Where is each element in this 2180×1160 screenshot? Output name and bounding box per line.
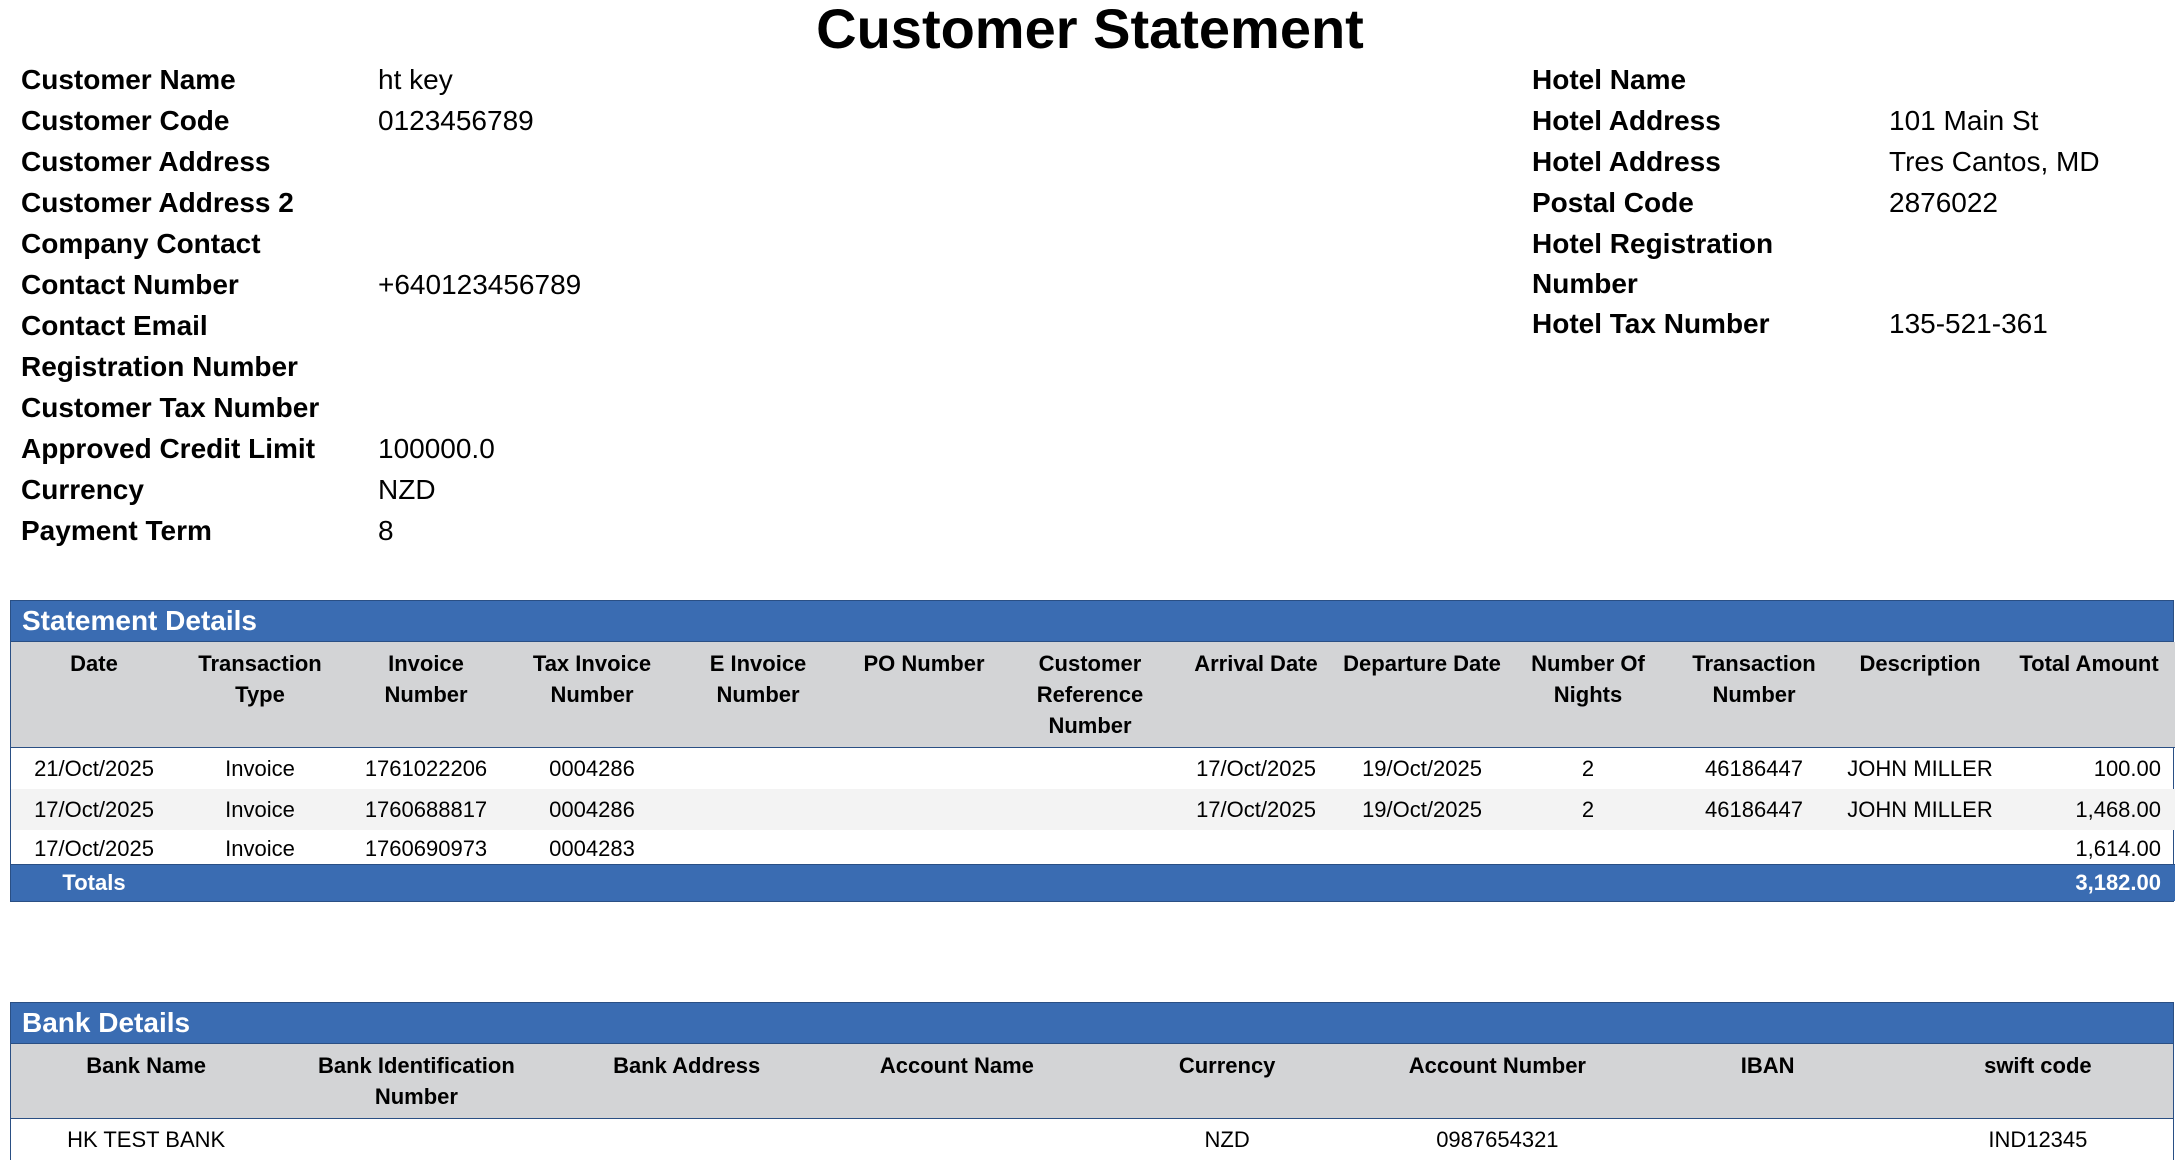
- info-value: +640123456789: [378, 269, 582, 300]
- table-cell: 17/Oct/2025: [1173, 789, 1339, 830]
- column-header: Account Number: [1362, 1044, 1632, 1119]
- table-cell: [281, 1119, 551, 1160]
- table-cell: 1,614.00: [2075, 836, 2161, 861]
- hotel-registration-number-row: [1532, 224, 2100, 304]
- column-header: Transaction Type: [177, 642, 343, 748]
- registration-number-row: [21, 347, 581, 388]
- table-cell: 46186447: [1671, 789, 1837, 830]
- totals-label: Totals: [11, 865, 177, 902]
- table-cell: 1761022206: [364, 756, 488, 781]
- table-cell: 17/Oct/2025: [11, 789, 177, 830]
- table-cell: [1505, 830, 1671, 865]
- info-label: Contact Number: [21, 269, 239, 300]
- totals-amount: 3,182.00: [2003, 865, 2175, 902]
- column-header: Arrival Date: [1173, 642, 1339, 748]
- info-label: Customer Tax Number: [21, 392, 320, 423]
- table-cell: IND12345: [1988, 1127, 2088, 1152]
- info-label: Hotel Name: [1532, 64, 1687, 95]
- customer-info: [21, 60, 581, 552]
- table-cell: HK TEST BANK: [67, 1127, 226, 1152]
- table-cell: 1760690973: [364, 836, 488, 861]
- info-label: Hotel Address: [1532, 105, 1721, 136]
- info-label: Registration Number: [21, 351, 298, 382]
- page-title: Customer Statement: [816, 0, 1364, 60]
- info-label: Customer Address: [21, 146, 271, 177]
- table-cell: 17/Oct/2025: [1196, 756, 1316, 781]
- table-cell: [552, 1119, 822, 1160]
- statement-table: [11, 642, 2175, 901]
- table-cell: [1837, 830, 2003, 865]
- table-cell: [1007, 789, 1173, 830]
- hotel-tax-number-row: [1532, 304, 2100, 345]
- customer-address-row: [21, 142, 581, 183]
- table-cell: Invoice: [177, 789, 343, 830]
- company-contact-row: [21, 224, 581, 265]
- info-label: Postal Code: [1532, 187, 1694, 218]
- payment-term-row: [21, 511, 581, 552]
- contact-email-row: [21, 306, 581, 347]
- info-label: Hotel Address: [1532, 146, 1721, 177]
- table-cell: 17/Oct/2025: [34, 836, 154, 861]
- hotel-info: [1532, 60, 2100, 345]
- table-cell: Invoice: [225, 756, 295, 781]
- info-value: 2876022: [1889, 187, 1999, 218]
- table-cell: 0987654321: [1436, 1127, 1559, 1152]
- table-row: [11, 748, 2175, 790]
- info-label: Customer Address 2: [21, 187, 294, 218]
- table-row: [11, 830, 2175, 865]
- totals-row: [11, 865, 2175, 902]
- info-value: 8: [378, 515, 394, 546]
- table-cell: 1,468.00: [2003, 789, 2175, 830]
- table-cell: [675, 748, 841, 790]
- column-header: Bank Identification Number: [281, 1044, 551, 1119]
- section-header: Bank Details: [11, 1003, 2173, 1044]
- table-cell: 0004283: [549, 836, 635, 861]
- column-header: swift code: [1903, 1044, 2173, 1119]
- customer-address-2-row: [21, 183, 581, 224]
- table-cell: 46186447: [1705, 756, 1803, 781]
- info-value: 100000.0: [378, 433, 495, 464]
- info-label: Approved Credit Limit: [21, 433, 316, 464]
- table-cell: [1007, 748, 1173, 790]
- info-value: ht key: [378, 64, 453, 95]
- table-cell: [1339, 830, 1505, 865]
- table-cell: 1760688817: [343, 789, 509, 830]
- customer-name-row: [21, 60, 581, 101]
- table-cell: 2: [1505, 789, 1671, 830]
- info-value: NZD: [378, 474, 436, 505]
- table-cell: 0004286: [549, 756, 635, 781]
- column-header: Number Of Nights: [1505, 642, 1671, 748]
- table-cell: 19/Oct/2025: [1362, 756, 1482, 781]
- column-header: E Invoice Number: [675, 642, 841, 748]
- column-header: Customer Reference Number: [1007, 642, 1173, 748]
- info-label: Hotel Registration Number: [1532, 228, 1774, 299]
- table-cell: Invoice: [225, 836, 295, 861]
- table-cell: 21/Oct/2025: [34, 756, 154, 781]
- column-header: PO Number: [841, 642, 1007, 748]
- hotel-name-row: [1532, 60, 2100, 101]
- hotel-address-row: [1532, 142, 2100, 183]
- postal-code-row: [1532, 183, 2100, 224]
- table-cell: JOHN MILLER: [1847, 756, 1993, 781]
- table-header-row: [11, 642, 2175, 748]
- section-header: Statement Details: [11, 601, 2173, 642]
- currency-row: [21, 470, 581, 511]
- info-label: Company Contact: [21, 228, 261, 259]
- table-cell: 0004286: [509, 789, 675, 830]
- info-label: Currency: [21, 474, 144, 505]
- info-label: Payment Term: [21, 515, 212, 546]
- column-header: Departure Date: [1339, 642, 1505, 748]
- hotel-address-row: [1532, 101, 2100, 142]
- table-cell: [675, 830, 841, 865]
- info-label: Hotel Tax Number: [1532, 308, 1770, 339]
- column-header: Date: [11, 642, 177, 748]
- table-header-row: [11, 1044, 2173, 1119]
- table-row: [11, 1119, 2173, 1160]
- column-header: Currency: [1092, 1044, 1362, 1119]
- customer-tax-number-row: [21, 388, 581, 429]
- info-value: 135-521-361: [1889, 308, 2048, 339]
- contact-number-row: [21, 265, 581, 306]
- column-header: Total Amount: [2003, 642, 2175, 748]
- table-cell: [1671, 830, 1837, 865]
- column-header: IBAN: [1633, 1044, 1903, 1119]
- bank-details-section: [10, 1002, 2174, 1160]
- info-value: 101 Main St: [1889, 105, 2039, 136]
- customer-code-row: [21, 101, 581, 142]
- column-header: Bank Address: [552, 1044, 822, 1119]
- statement-details-section: [10, 600, 2174, 902]
- table-row: [11, 789, 2175, 830]
- column-header: Tax Invoice Number: [509, 642, 675, 748]
- column-header: Invoice Number: [343, 642, 509, 748]
- table-cell: [841, 748, 1007, 790]
- info-label: Customer Code: [21, 105, 230, 136]
- column-header: Account Name: [822, 1044, 1092, 1119]
- info-label: Contact Email: [21, 310, 208, 341]
- info-value: 0123456789: [378, 105, 534, 136]
- table-cell: [675, 789, 841, 830]
- bank-table: [11, 1044, 2173, 1160]
- table-cell: [822, 1119, 1092, 1160]
- info-label: Customer Name: [21, 64, 236, 95]
- column-header: Description: [1837, 642, 2003, 748]
- table-cell: 19/Oct/2025: [1339, 789, 1505, 830]
- table-cell: 2: [1581, 756, 1595, 781]
- table-cell: 100.00: [2093, 756, 2161, 781]
- table-cell: [1633, 1119, 1903, 1160]
- table-cell: [841, 789, 1007, 830]
- column-header: Bank Name: [11, 1044, 281, 1119]
- table-cell: JOHN MILLER: [1837, 789, 2003, 830]
- table-cell: [1173, 830, 1339, 865]
- credit-limit-row: [21, 429, 581, 470]
- table-cell: [1007, 830, 1173, 865]
- table-cell: NZD: [1204, 1127, 1250, 1152]
- table-cell: [841, 830, 1007, 865]
- info-value: Tres Cantos, MD: [1889, 146, 2100, 177]
- column-header: Transaction Number: [1671, 642, 1837, 748]
